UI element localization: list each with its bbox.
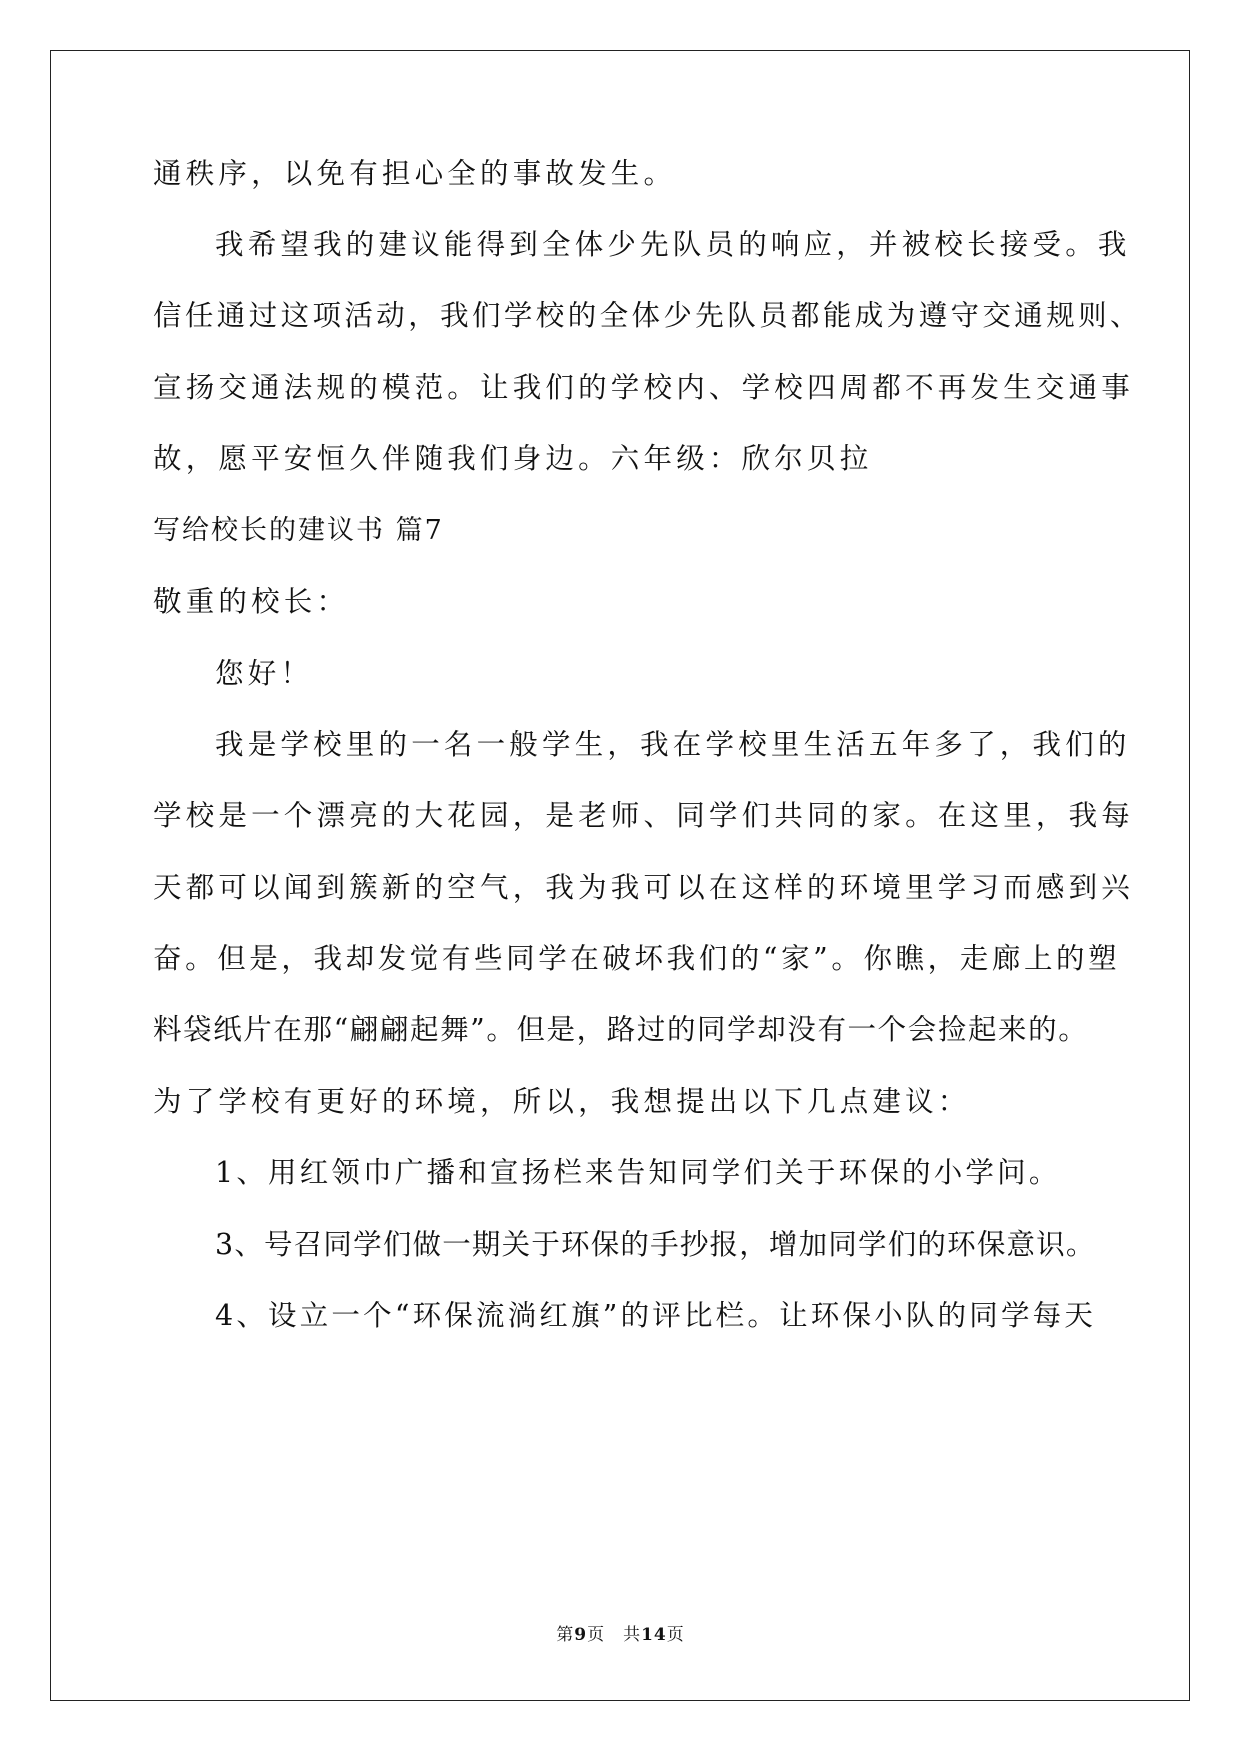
paragraph-line: 为了学校有更好的环境，所以，我想提出以下几点建议： — [153, 1085, 971, 1118]
list-item: 1、用红领巾广播和宣扬栏来告知同学们关于环保的小学问。 — [215, 1156, 1061, 1189]
salutation: 敬重的校长： — [153, 585, 350, 618]
paragraph-line: 通秩序，以免有担心全的事故发生。 — [153, 157, 677, 190]
page-footer — [0, 1625, 1241, 1645]
paragraph-line: 奋。但是，我却发觉有些同学在破坏我们的“家”。你瞧，走廊上的塑 — [153, 942, 1121, 975]
footer-mid: 页 共 — [587, 1625, 642, 1645]
current-page-number: 9 — [574, 1625, 588, 1645]
list-item: 4、设立一个“环保流淌红旗”的评比栏。让环保小队的同学每天 — [215, 1299, 1097, 1332]
footer-suffix: 页 — [666, 1625, 685, 1645]
paragraph-line: 学校是一个漂亮的大花园，是老师、同学们共同的家。在这里，我每 — [153, 799, 1135, 832]
paragraph-line: 我是学校里的一名一般学生，我在学校里生活五年多了，我们的 — [215, 728, 1131, 761]
paragraph-line: 我希望我的建议能得到全体少先队员的响应，并被校长接受。我 — [215, 228, 1131, 261]
paragraph-line: 天都可以闻到簇新的空气，我为我可以在这样的环境里学习而感到兴 — [153, 871, 1135, 904]
footer-prefix: 第 — [556, 1625, 575, 1645]
total-page-number: 14 — [641, 1625, 667, 1645]
list-item: 3、号召同学们做一期关于环保的手抄报，增加同学们的环保意识。 — [215, 1228, 1096, 1261]
greeting: 您好！ — [215, 657, 314, 690]
paragraph-line: 宣扬交通法规的模范。让我们的学校内、学校四周都不再发生交通事 — [153, 371, 1135, 404]
paragraph-line: 信任通过这项活动，我们学校的全体少先队员都能成为遵守交通规则、 — [153, 299, 1142, 332]
paragraph-line: 故，愿平安恒久伴随我们身边。六年级：欣尔贝拉 — [153, 442, 873, 475]
paragraph-line: 料袋纸片在那“翩翩起舞”。但是，路过的同学却没有一个会捡起来的。 — [153, 1013, 1089, 1046]
section-heading: 写给校长的建议书 篇7 — [153, 515, 444, 546]
